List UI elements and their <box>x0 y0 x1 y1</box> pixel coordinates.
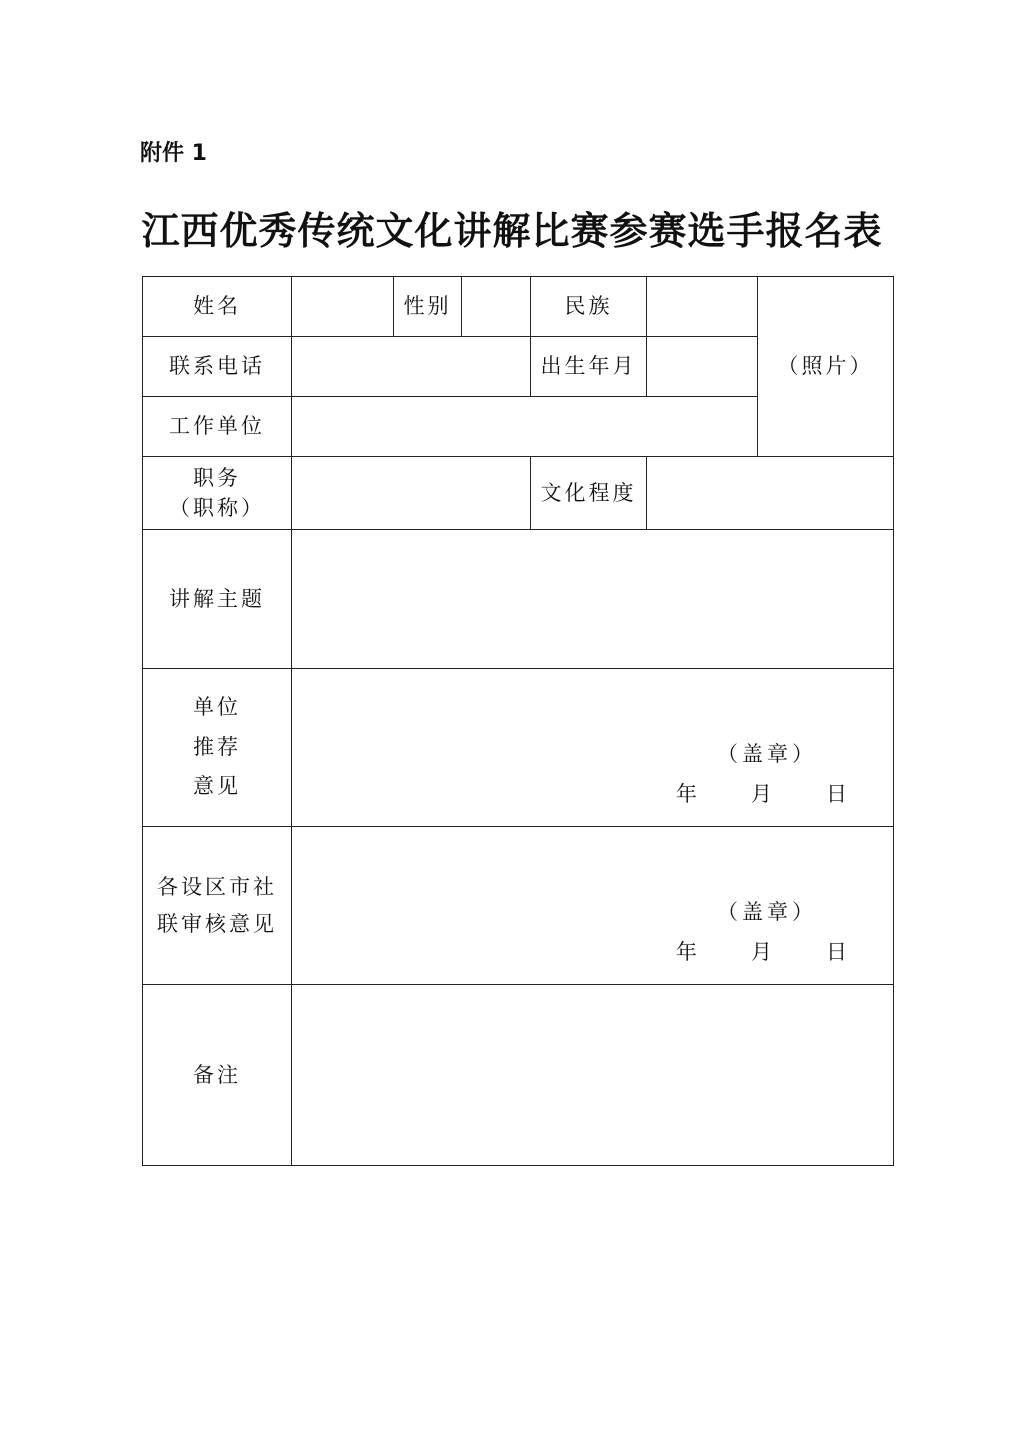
form-title: 江西优秀传统文化讲解比赛参赛选手报名表 <box>141 208 883 253</box>
registration-form-table <box>142 276 894 1166</box>
workplace-label: 工作单位 <box>143 397 292 457</box>
position-label-line1: 职务 <box>193 465 241 490</box>
city-review-label <box>143 827 292 985</box>
city-review-date-text: 年 月 日 <box>675 940 849 964</box>
ethnicity-label: 民族 <box>531 277 647 337</box>
workplace-input-cell[interactable] <box>292 397 758 457</box>
position-label <box>143 457 292 530</box>
phone-label: 联系电话 <box>143 337 292 397</box>
photo-cell[interactable]: （照片） <box>758 277 894 457</box>
topic-label: 讲解主题 <box>143 530 292 669</box>
position-label-line2: （职称） <box>169 496 265 520</box>
recommend-label-line2: 推荐 <box>193 734 241 759</box>
recommend-opinion-cell[interactable] <box>292 669 894 827</box>
education-label: 文化程度 <box>531 457 647 530</box>
city-review-label-line2: 联审核意见 <box>157 911 277 936</box>
city-review-opinion-cell[interactable] <box>292 827 894 985</box>
remarks-label: 备注 <box>143 985 292 1166</box>
birth-label: 出生年月 <box>531 337 647 397</box>
attachment-label: 附件 1 <box>140 141 207 166</box>
phone-input-cell[interactable] <box>292 337 531 397</box>
recommend-date-text: 年 月 日 <box>675 782 849 806</box>
recommend-label <box>143 669 292 827</box>
gender-label: 性别 <box>394 277 462 337</box>
city-review-label-line1: 各设区市社 <box>157 874 277 899</box>
remarks-input-cell[interactable] <box>292 985 894 1166</box>
recommend-label-line3: 意见 <box>193 774 241 799</box>
gender-input-cell[interactable] <box>462 277 531 337</box>
education-input-cell[interactable] <box>647 457 894 530</box>
name-input-cell[interactable] <box>292 277 394 337</box>
birth-input-cell[interactable] <box>647 337 758 397</box>
topic-input-cell[interactable] <box>292 530 894 669</box>
city-review-seal-text: （盖章） <box>717 900 817 924</box>
recommend-seal-text: （盖章） <box>717 742 817 766</box>
ethnicity-input-cell[interactable] <box>647 277 758 337</box>
position-input-cell[interactable] <box>292 457 531 530</box>
name-label: 姓名 <box>143 277 292 337</box>
recommend-label-line1: 单位 <box>193 694 241 719</box>
